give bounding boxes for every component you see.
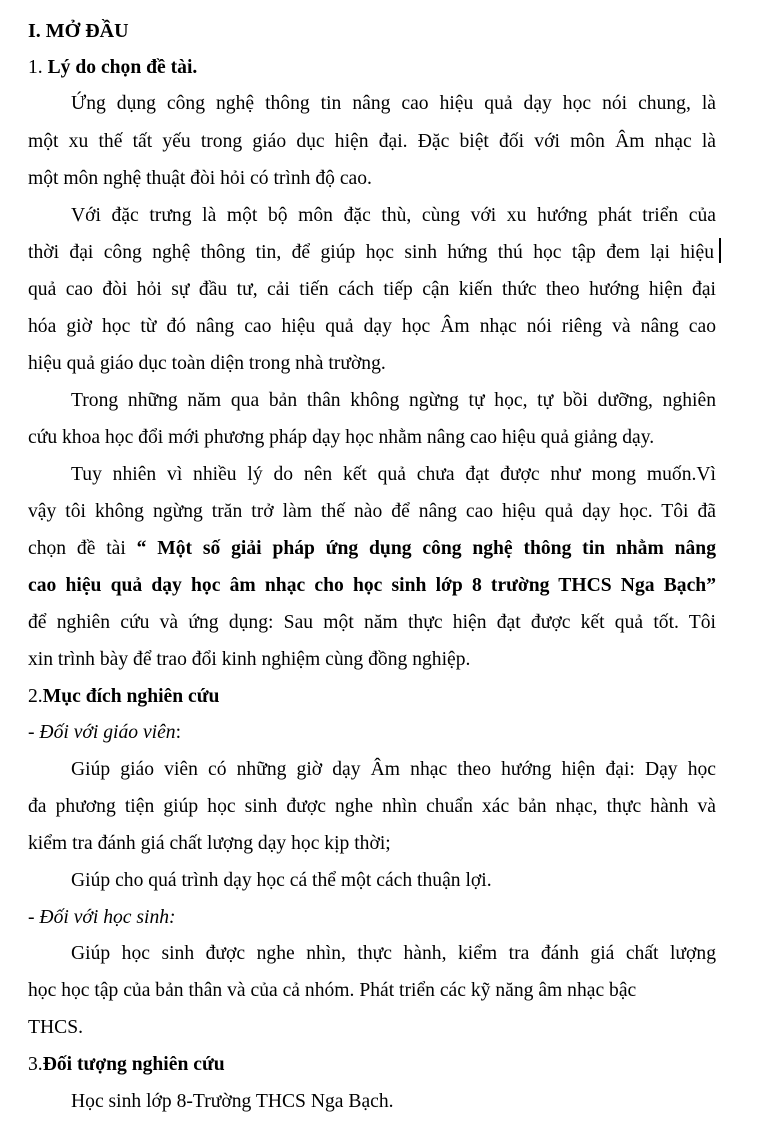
heading-text: Đối tượng nghiên cứu xyxy=(42,1054,225,1075)
paragraph-line: Giúp cho quá trình dạy học cá thể một cách thuận lợi. xyxy=(71,870,492,891)
heading-purpose xyxy=(28,685,219,709)
heading-reason xyxy=(28,56,197,80)
paragraph-line: THCS. xyxy=(28,1017,83,1038)
paragraph-line: Học sinh lớp 8-Trường THCS Nga Bạch. xyxy=(71,1091,394,1112)
subheading-text: - Đối với giáo viên xyxy=(28,722,176,743)
paragraph-line: cứu khoa học đổi mới phương pháp dạy học nhằm nâng cao hiệu quả giảng dạy. xyxy=(28,427,655,448)
colon: : xyxy=(175,722,182,743)
heading-text: Lý do chọn đề tài. xyxy=(47,57,198,78)
paragraph-line: Tuy nhiên vì nhiều lý do nên kết quả chưa đạt được như mong muốn.Vì xyxy=(71,464,716,485)
subheading-student: - Đối với học sinh: xyxy=(28,907,176,928)
paragraph-line-title xyxy=(28,537,716,561)
paragraph-line: hóa giờ học từ đó nâng cao hiệu quả dạy học Âm nhạc nói riêng và nâng cao xyxy=(28,316,716,337)
topic-title-bold: “ Một số giải pháp ứng dụng công nghệ thông tin nhằm nâng xyxy=(136,538,716,559)
section-title: I. MỞ ĐẦU xyxy=(28,20,129,42)
paragraph-line: Với đặc trưng là một bộ môn đặc thù, cùng với xu hướng phát triển của xyxy=(71,205,716,226)
paragraph-line: Giúp học sinh được nghe nhìn, thực hành, kiểm tra đánh giá chất lượng xyxy=(71,943,716,964)
paragraph-line: một môn nghệ thuật đòi hỏi có trình độ cao. xyxy=(28,168,372,189)
paragraph-line: Ứng dụng công nghệ thông tin nâng cao hiệu quả dạy học nói chung, là xyxy=(71,93,716,114)
text-run: chọn đề tài xyxy=(28,538,137,559)
paragraph-line: vậy tôi không ngừng trăn trở làm thế nào để nâng cao hiệu quả dạy học. Tôi đã xyxy=(28,501,716,522)
paragraph-line: kiểm tra đánh giá chất lượng dạy học kịp thời; xyxy=(28,833,391,854)
text-cursor xyxy=(719,238,721,263)
paragraph-line: Trong những năm qua bản thân không ngừng tự học, tự bồi dưỡng, nghiên xyxy=(71,390,716,411)
heading-number: 3. xyxy=(28,1054,43,1075)
heading-number: 1. xyxy=(28,57,48,78)
paragraph-line: hiệu quả giáo dục toàn diện trong nhà trường. xyxy=(28,353,386,374)
paragraph-line: xin trình bày để trao đổi kinh nghiệm cùng đồng nghiệp. xyxy=(28,649,471,670)
heading-text: Mục đích nghiên cứu xyxy=(42,686,220,707)
heading-number: 2. xyxy=(28,686,43,707)
heading-subject xyxy=(28,1053,225,1077)
paragraph-line: một xu thế tất yếu trong giáo dục hiện đại. Đặc biệt đối với môn Âm nhạc là xyxy=(28,131,716,152)
subheading-teacher xyxy=(28,721,181,745)
paragraph-line: quả cao đòi hỏi sự đầu tư, cải tiến cách tiếp cận kiến thức theo hướng hiện đại xyxy=(28,279,716,300)
topic-title-bold: cao hiệu quả dạy học âm nhạc cho học sinh lớp 8 trường THCS Nga Bạch” xyxy=(28,575,716,596)
paragraph-line: thời đại công nghệ thông tin, để giúp học sinh hứng thú học tập đem lại hiệu xyxy=(28,242,714,263)
paragraph-line: học học tập của bản thân và của cả nhóm. Phát triển các kỹ năng âm nhạc bậc xyxy=(28,980,637,1001)
paragraph-line: Giúp giáo viên có những giờ dạy Âm nhạc theo hướng hiện đại: Dạy học xyxy=(71,759,716,780)
paragraph-line: đa phương tiện giúp học sinh được nghe nhìn chuẩn xác bản nhạc, thực hành và xyxy=(28,796,716,817)
paragraph-line: để nghiên cứu và ứng dụng: Sau một năm thực hiện đạt được kết quả tốt. Tôi xyxy=(28,612,716,633)
